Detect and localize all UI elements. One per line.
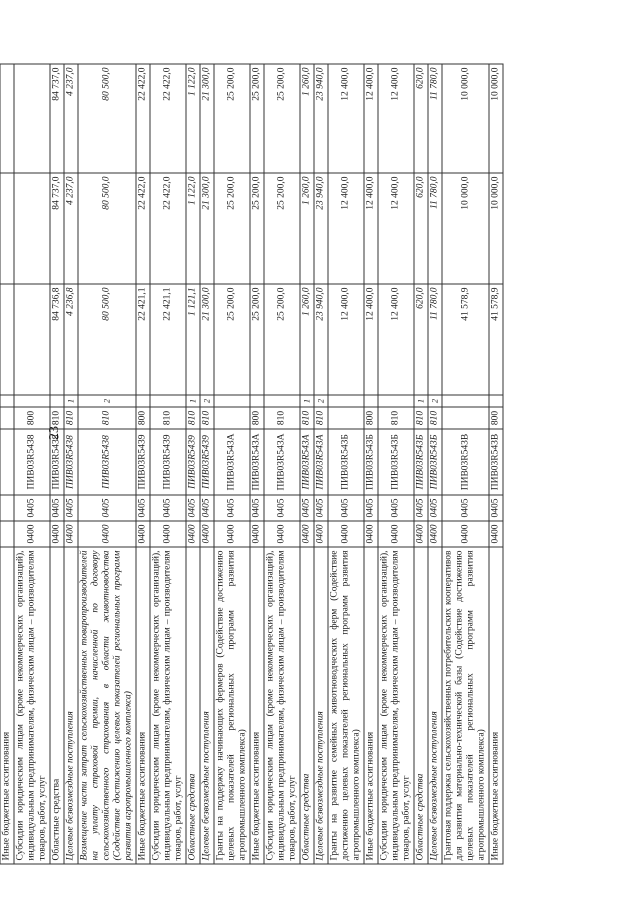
- subsection-code: [0, 495, 14, 521]
- amount-year-2: 1 260,0: [300, 173, 314, 284]
- target-article-code: ПИВ03R5439: [150, 429, 186, 495]
- subsection-code: 0405: [78, 495, 136, 521]
- funding-source-mark: [378, 395, 414, 407]
- expense-type-code: 810: [200, 407, 214, 429]
- target-article-code: ПИВ03R543В: [489, 429, 503, 495]
- subsection-code: 0405: [250, 495, 264, 521]
- expense-type-code: 810: [264, 407, 300, 429]
- section-code: 0400: [14, 521, 50, 547]
- row-description: Субсидии юридическим лицам (кроме некоммерческих организаций), индивидуальным предпринимателям, физическим лицам – производителям товаров, работ, услуг: [150, 547, 186, 864]
- target-article-code: ПИВ03R5439: [200, 429, 214, 495]
- amount-year-1: 25 200,0: [264, 284, 300, 395]
- amount-year-1: 41 578,9: [489, 284, 503, 395]
- table-row: [378, 64, 414, 864]
- amount-year-3: [14, 64, 50, 173]
- amount-year-2: 23 940,0: [314, 173, 328, 284]
- expense-type-code: 810: [78, 407, 136, 429]
- amount-year-2: 80 500,0: [78, 173, 136, 284]
- funding-source-mark: 2: [428, 395, 442, 407]
- section-code: 0400: [378, 521, 414, 547]
- expense-type-code: 800: [489, 407, 503, 429]
- funding-source-mark: [250, 395, 264, 407]
- amount-year-1: 1 121,1: [186, 284, 200, 395]
- section-code: 0400: [264, 521, 300, 547]
- amount-year-1: 22 421,1: [150, 284, 186, 395]
- expense-type-code: 800: [14, 407, 50, 429]
- amount-year-3: 80 500,0: [78, 64, 136, 173]
- subsection-code: 0405: [489, 495, 503, 521]
- row-description: Областные средства: [186, 547, 200, 864]
- amount-year-1: 620,0: [414, 284, 428, 395]
- table-row: [300, 64, 314, 864]
- expense-type-code: 810: [428, 407, 442, 429]
- amount-year-3: 12 400,0: [364, 64, 378, 173]
- subsection-code: 0405: [136, 495, 150, 521]
- row-description: Субсидии юридическим лицам (кроме некоммерческих организаций), индивидуальным предпринимателям, физическим лицам – производителям товаров, работ, услуг: [264, 547, 300, 864]
- table-row: [14, 64, 50, 864]
- table-row: [314, 64, 328, 864]
- expense-type-code: 810: [414, 407, 428, 429]
- funding-source-mark: 1: [64, 395, 78, 407]
- row-description: Областные средства: [414, 547, 428, 864]
- budget-table-rotated: [0, 65, 535, 865]
- section-code: 0400: [200, 521, 214, 547]
- amount-year-2: 12 400,0: [378, 173, 414, 284]
- section-code: 0400: [50, 521, 64, 547]
- expense-type-code: 810: [50, 407, 64, 429]
- section-code: 0400: [300, 521, 314, 547]
- subsection-code: 0405: [378, 495, 414, 521]
- amount-year-3: 25 200,0: [250, 64, 264, 173]
- funding-source-mark: 2: [314, 395, 328, 407]
- section-code: 0400: [414, 521, 428, 547]
- target-article-code: ПИВ03R5439: [136, 429, 150, 495]
- amount-year-3: 620,0: [414, 64, 428, 173]
- table-row: [78, 64, 136, 864]
- amount-year-1: 41 578,9: [442, 284, 489, 395]
- funding-source-mark: 1: [300, 395, 314, 407]
- amount-year-2: 10 000,0: [442, 173, 489, 284]
- amount-year-1: 12 400,0: [364, 284, 378, 395]
- section-code: 0400: [186, 521, 200, 547]
- budget-table: [0, 64, 504, 865]
- section-code: 0400: [489, 521, 503, 547]
- subsection-code: 0405: [200, 495, 214, 521]
- target-article-code: ПИВ03R5438: [64, 429, 78, 495]
- subsection-code: 0405: [150, 495, 186, 521]
- target-article-code: ПИВ03R543А: [264, 429, 300, 495]
- row-description: Гранты на развитие семейных животноводческих ферм (Содействие достижению целевых показателей региональных программ развития агропромышленного комплекса): [328, 547, 364, 864]
- expense-type-code: 810: [314, 407, 328, 429]
- target-article-code: [0, 429, 14, 495]
- target-article-code: ПИВ03R543Б: [378, 429, 414, 495]
- section-code: 0400: [64, 521, 78, 547]
- funding-source-mark: [0, 395, 14, 407]
- table-row: [442, 64, 489, 864]
- subsection-code: 0405: [14, 495, 50, 521]
- funding-source-mark: 1: [414, 395, 428, 407]
- funding-source-mark: [264, 395, 300, 407]
- funding-source-mark: [150, 395, 186, 407]
- target-article-code: ПИВ03R5439: [186, 429, 200, 495]
- funding-source-mark: [136, 395, 150, 407]
- section-code: 0400: [314, 521, 328, 547]
- section-code: 0400: [78, 521, 136, 547]
- subsection-code: 0405: [364, 495, 378, 521]
- subsection-code: 0405: [314, 495, 328, 521]
- target-article-code: ПИВ03R543В: [442, 429, 489, 495]
- amount-year-3: 21 300,0: [200, 64, 214, 173]
- funding-source-mark: [489, 395, 503, 407]
- row-description: Целевые безвозмездные поступления: [200, 547, 214, 864]
- row-description: Целевые безвозмездные поступления: [64, 547, 78, 864]
- row-description: Иные бюджетные ассигнования: [250, 547, 264, 864]
- amount-year-3: 10 000,0: [489, 64, 503, 173]
- amount-year-2: [14, 173, 50, 284]
- amount-year-1: 1 260,0: [300, 284, 314, 395]
- table-row: [200, 64, 214, 864]
- amount-year-2: 84 737,0: [50, 173, 64, 284]
- amount-year-3: 22 422,0: [150, 64, 186, 173]
- subsection-code: 0405: [64, 495, 78, 521]
- target-article-code: ПИВ03R543Б: [364, 429, 378, 495]
- amount-year-3: 25 200,0: [214, 64, 250, 173]
- funding-source-mark: [328, 395, 364, 407]
- expense-type-code: 800: [136, 407, 150, 429]
- expense-type-code: [328, 407, 364, 429]
- target-article-code: ПИВ03R5438: [50, 429, 64, 495]
- target-article-code: ПИВ03R543Б: [414, 429, 428, 495]
- row-description: Областные средства: [300, 547, 314, 864]
- table-row: [136, 64, 150, 864]
- amount-year-3: 1 260,0: [300, 64, 314, 173]
- section-code: 0400: [214, 521, 250, 547]
- section-code: 0400: [328, 521, 364, 547]
- row-description: Иные бюджетные ассигнования: [489, 547, 503, 864]
- table-row: [414, 64, 428, 864]
- row-description: Гранты на поддержку начинающих фермеров (Содействие достижению целевых показателей региональных программ развития агропромышленного комплекса): [214, 547, 250, 864]
- amount-year-1: 4 236,8: [64, 284, 78, 395]
- amount-year-2: 4 237,0: [64, 173, 78, 284]
- amount-year-1: 11 780,0: [428, 284, 442, 395]
- amount-year-2: 1 122,0: [186, 173, 200, 284]
- amount-year-2: 25 200,0: [264, 173, 300, 284]
- section-code: 0400: [364, 521, 378, 547]
- amount-year-3: 25 200,0: [264, 64, 300, 173]
- expense-type-code: [442, 407, 489, 429]
- section-code: 0400: [442, 521, 489, 547]
- expense-type-code: 800: [250, 407, 264, 429]
- amount-year-1: 25 200,0: [214, 284, 250, 395]
- amount-year-2: 10 000,0: [489, 173, 503, 284]
- amount-year-1: 80 500,0: [78, 284, 136, 395]
- expense-type-code: 800: [364, 407, 378, 429]
- target-article-code: ПИВ03R543А: [250, 429, 264, 495]
- table-row: [364, 64, 378, 864]
- table-row: [264, 64, 300, 864]
- subsection-code: 0405: [186, 495, 200, 521]
- amount-year-3: 11 780,0: [428, 64, 442, 173]
- row-description: Субсидии юридическим лицам (кроме некоммерческих организаций), индивидуальным предпринимателям, физическим лицам – производителям товаров, работ, услуг: [14, 547, 50, 864]
- expense-type-code: 810: [300, 407, 314, 429]
- target-article-code: ПИВ03R5438: [14, 429, 50, 495]
- row-description: Субсидии юридическим лицам (кроме некоммерческих организаций), индивидуальным предпринимателям, физическим лицам – производителям товаров, работ, услуг: [378, 547, 414, 864]
- subsection-code: 0405: [428, 495, 442, 521]
- target-article-code: ПИВ03R543Б: [328, 429, 364, 495]
- amount-year-3: 10 000,0: [442, 64, 489, 173]
- amount-year-3: 22 422,0: [136, 64, 150, 173]
- target-article-code: ПИВ03R543А: [314, 429, 328, 495]
- funding-source-mark: [214, 395, 250, 407]
- funding-source-mark: [442, 395, 489, 407]
- funding-source-mark: [50, 395, 64, 407]
- target-article-code: ПИВ03R5438: [78, 429, 136, 495]
- expense-type-code: 810: [64, 407, 78, 429]
- row-description: Целевые безвозмездные поступления: [314, 547, 328, 864]
- table-row: [428, 64, 442, 864]
- table-row: [0, 64, 14, 864]
- table-row: [214, 64, 250, 864]
- subsection-code: 0405: [414, 495, 428, 521]
- section-code: 0400: [150, 521, 186, 547]
- page-number: 23: [47, 426, 62, 440]
- table-row: [328, 64, 364, 864]
- table-row: [250, 64, 264, 864]
- amount-year-3: [0, 64, 14, 173]
- expense-type-code: [214, 407, 250, 429]
- row-description: Грантовая поддержка сельскохозяйственных потребительских кооперативов для развития материально-технической базы (Содействие достижению целевых показателей региональных программ развития агропромышленного комплекса): [442, 547, 489, 864]
- row-description: Иные бюджетные ассигнования: [136, 547, 150, 864]
- table-row: [64, 64, 78, 864]
- table-row: [150, 64, 186, 864]
- amount-year-1: [14, 284, 50, 395]
- section-code: 0400: [428, 521, 442, 547]
- section-code: [0, 521, 14, 547]
- amount-year-1: 22 421,1: [136, 284, 150, 395]
- amount-year-2: 620,0: [414, 173, 428, 284]
- amount-year-1: [0, 284, 14, 395]
- funding-source-mark: 1: [186, 395, 200, 407]
- amount-year-2: 22 422,0: [136, 173, 150, 284]
- expense-type-code: [0, 407, 14, 429]
- funding-source-mark: 2: [78, 395, 136, 407]
- expense-type-code: 810: [378, 407, 414, 429]
- row-description: Иные бюджетные ассигнования: [364, 547, 378, 864]
- amount-year-2: 12 400,0: [364, 173, 378, 284]
- row-description: Иные бюджетные ассигнования: [0, 547, 14, 864]
- subsection-code: 0405: [214, 495, 250, 521]
- row-description: Областные средства: [50, 547, 64, 864]
- amount-year-2: 21 300,0: [200, 173, 214, 284]
- amount-year-3: 12 400,0: [378, 64, 414, 173]
- amount-year-3: 12 400,0: [328, 64, 364, 173]
- amount-year-2: 22 422,0: [150, 173, 186, 284]
- amount-year-2: 12 400,0: [328, 173, 364, 284]
- amount-year-2: 25 200,0: [214, 173, 250, 284]
- funding-source-mark: [14, 395, 50, 407]
- subsection-code: 0405: [300, 495, 314, 521]
- amount-year-3: 23 940,0: [314, 64, 328, 173]
- amount-year-1: 12 400,0: [328, 284, 364, 395]
- amount-year-2: [0, 173, 14, 284]
- section-code: 0400: [250, 521, 264, 547]
- target-article-code: ПИВ03R543Б: [428, 429, 442, 495]
- target-article-code: ПИВ03R543А: [214, 429, 250, 495]
- subsection-code: 0405: [442, 495, 489, 521]
- section-code: 0400: [136, 521, 150, 547]
- amount-year-1: 12 400,0: [378, 284, 414, 395]
- amount-year-3: 84 737,0: [50, 64, 64, 173]
- expense-type-code: 810: [186, 407, 200, 429]
- subsection-code: 0405: [264, 495, 300, 521]
- amount-year-1: 25 200,0: [250, 284, 264, 395]
- subsection-code: 0405: [50, 495, 64, 521]
- table-row: [186, 64, 200, 864]
- amount-year-1: 23 940,0: [314, 284, 328, 395]
- expense-type-code: 810: [150, 407, 186, 429]
- amount-year-2: 25 200,0: [250, 173, 264, 284]
- funding-source-mark: 2: [200, 395, 214, 407]
- table-row: [50, 64, 64, 864]
- amount-year-3: 1 122,0: [186, 64, 200, 173]
- subsection-code: 0405: [328, 495, 364, 521]
- amount-year-3: 4 237,0: [64, 64, 78, 173]
- amount-year-2: 11 780,0: [428, 173, 442, 284]
- row-description: Возмещение части затрат сельскохозяйственных товаропроизводителей на уплату страховой премии, начисленной по договору сельскохозяйственного страхования в области животноводства (Содействие достижению целевых показателей региональных программ развития агропромышленного комплекса): [78, 547, 136, 864]
- funding-source-mark: [364, 395, 378, 407]
- amount-year-1: 84 736,8: [50, 284, 64, 395]
- amount-year-1: 21 300,0: [200, 284, 214, 395]
- target-article-code: ПИВ03R543А: [300, 429, 314, 495]
- table-row: [489, 64, 503, 864]
- row-description: Целевые безвозмездные поступления: [428, 547, 442, 864]
